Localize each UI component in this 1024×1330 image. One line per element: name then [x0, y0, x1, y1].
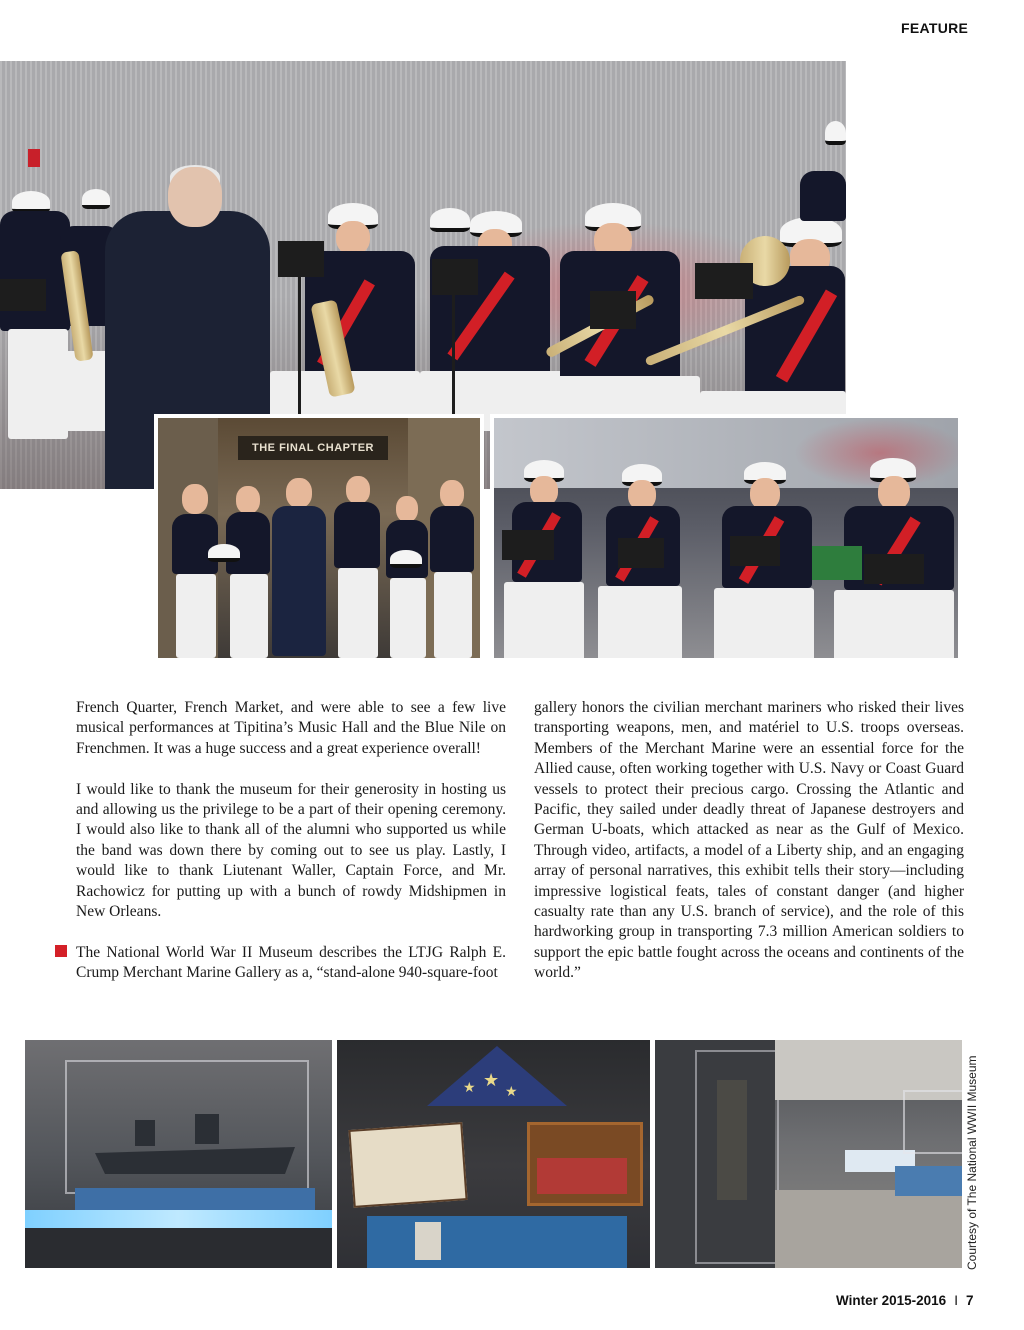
photo-credit: Courtesy of The National WWII Museum: [965, 1055, 979, 1270]
article-column-left: [76, 698, 506, 1004]
issue-date: Winter 2015-2016: [836, 1293, 947, 1308]
paragraph: gallery honors the civilian merchant mariners who risked their lives transporting weapons, men, and matériel to U.S. troops overseas. Members of the Merchant Marine were an essential force for the Allied cause, often working together with U.S. Navy or Coast Guard vessels to protect their precious cargo. Crossing the Atlantic and Pacific, they sailed under deadly threat of Japanese destroyers and German U-boats, which attacked as near as the Gulf of Mexico. Through video, artifacts, a model of a Liberty ship, and an engaging array of personal narratives, this exhibit tells their story—including impressive logistical feats, tales of constant danger (and higher casualty rate than any U.S. branch of service), and the role of this hardworking group in transporting 7.3 million American soldiers to support the epic battle fought across the oceans and continents of the world.”: [534, 699, 964, 982]
footer-separator: I: [954, 1293, 958, 1308]
article-column-right: [534, 698, 964, 1004]
paragraph: The National World War II Museum describes the LTJG Ralph E. Crump Merchant Marine Gallery as a, “stand-alone 940-square-foot: [76, 943, 506, 982]
section-marker: [55, 945, 67, 957]
section-label: FEATURE: [901, 20, 969, 36]
group-portrait-photo: [154, 414, 484, 662]
seated-band-photo: [490, 414, 962, 662]
paragraph: I would like to thank the museum for their generosity in hosting us and allowing us the privilege to be a part of their opening ceremony. I would also like to thank all of the alumni who supported us while the band was down there by coming out to see us play. Lastly, I would like to thank Liutenant Waller, Captain Force, and Mr. Rachowicz for putting up with a bunch of rowdy Midshipmen in New Orleans.: [76, 780, 506, 921]
page-footer: [836, 1293, 973, 1308]
gallery-hall-photo: [655, 1040, 962, 1268]
ship-model-exhibit-photo: [25, 1040, 332, 1268]
flag-display-exhibit-photo: ★ ★ ★: [337, 1040, 650, 1268]
paragraph: French Quarter, French Market, and were able to see a few live musical performances at Tipitina’s Music Hall and the Blue Nile on Frenchmen. It was a huge success and a great experience overall!: [76, 699, 506, 757]
page-number: 7: [965, 1293, 974, 1308]
exhibit-sign: THE FINAL CHAPTER: [238, 436, 388, 460]
